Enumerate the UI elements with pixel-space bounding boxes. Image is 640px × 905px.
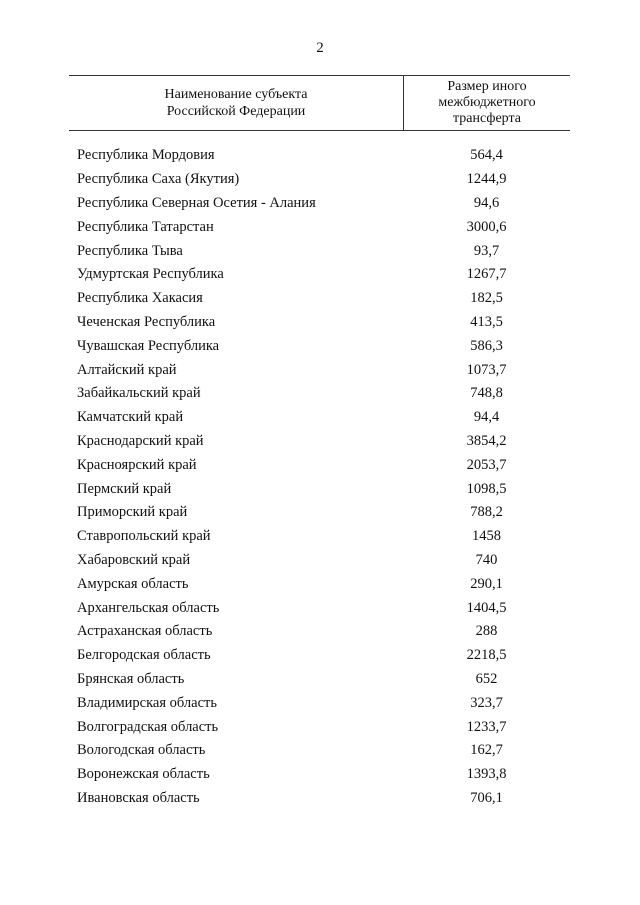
subject-name: Ивановская область — [77, 789, 200, 806]
subject-name: Ставропольский край — [77, 528, 211, 545]
table-row — [77, 239, 570, 263]
transfer-amount: 182,5 — [470, 290, 503, 307]
subject-name: Белгородская область — [77, 647, 211, 664]
table-row — [77, 739, 570, 763]
table-row — [77, 263, 570, 287]
transfer-amount: 3000,6 — [466, 218, 507, 235]
transfer-amount: 3854,2 — [466, 432, 507, 449]
transfer-amount: 706,1 — [470, 789, 503, 806]
table-row — [77, 477, 570, 501]
table-row — [77, 168, 570, 192]
page-number: 2 — [316, 40, 324, 56]
transfer-amount: 413,5 — [470, 313, 503, 330]
table-row — [77, 596, 570, 620]
column-header-transfer — [404, 76, 570, 130]
table-row — [77, 501, 570, 525]
subject-name: Волгоградская область — [77, 718, 219, 735]
table-row — [77, 311, 570, 335]
table-row — [77, 287, 570, 311]
column-header-subject-line2: Российской Федерации — [166, 104, 306, 119]
table-row — [77, 358, 570, 382]
subject-name: Республика Мордовия — [77, 147, 215, 164]
subject-name: Алтайский край — [77, 361, 177, 378]
subject-name: Удмуртская Республика — [77, 266, 224, 283]
transfer-amount: 788,2 — [470, 504, 503, 521]
subject-name: Хабаровский край — [77, 551, 191, 568]
transfer-amount: 1098,5 — [466, 480, 507, 497]
subject-name: Красноярский край — [77, 456, 197, 473]
column-header-transfer-line2: межбюджетного — [438, 95, 536, 110]
table-row — [77, 525, 570, 549]
subject-name: Камчатский край — [77, 409, 184, 426]
transfer-amount: 290,1 — [470, 575, 503, 592]
table-row — [77, 691, 570, 715]
table-row — [77, 572, 570, 596]
transfer-amount: 1233,7 — [466, 718, 507, 735]
transfer-amount: 1404,5 — [466, 599, 507, 616]
subject-name: Вологодская область — [77, 742, 206, 759]
table-row — [77, 144, 570, 168]
table-row — [77, 406, 570, 430]
transfer-amount: 94,6 — [473, 194, 500, 211]
table-row — [77, 787, 570, 811]
table-row — [77, 453, 570, 477]
table-row — [77, 549, 570, 573]
transfer-amount: 1458 — [472, 528, 501, 545]
subject-name: Чувашская Республика — [77, 337, 220, 354]
transfer-amount: 94,4 — [473, 409, 500, 426]
subject-name: Воронежская область — [77, 766, 210, 783]
transfer-amount: 288 — [475, 623, 498, 640]
subject-name: Забайкальский край — [77, 385, 201, 402]
subject-name: Республика Тыва — [77, 242, 183, 259]
transfer-amount: 162,7 — [470, 742, 503, 759]
transfer-amount: 93,7 — [473, 242, 500, 259]
transfer-amount: 586,3 — [470, 337, 503, 354]
table-header — [69, 75, 570, 131]
subject-name: Республика Северная Осетия - Алания — [77, 194, 316, 211]
table-row — [77, 715, 570, 739]
table-row — [77, 668, 570, 692]
subject-name: Архангельская область — [77, 599, 220, 616]
transfer-amount: 1267,7 — [466, 266, 507, 283]
table-row — [77, 763, 570, 787]
transfer-amount: 2053,7 — [466, 456, 507, 473]
table-row — [77, 334, 570, 358]
column-header-transfer-line3: трансферта — [453, 111, 521, 126]
subject-name: Астраханская область — [77, 623, 213, 640]
subject-name: Брянская область — [77, 670, 185, 687]
table-row — [77, 215, 570, 239]
subject-name: Республика Татарстан — [77, 218, 214, 235]
subject-name: Республика Саха (Якутия) — [77, 171, 240, 188]
transfer-amount: 564,4 — [470, 147, 503, 164]
table-row — [77, 620, 570, 644]
table-row — [77, 430, 570, 454]
table-row — [77, 382, 570, 406]
table-row — [77, 644, 570, 668]
transfer-amount: 740 — [475, 551, 498, 568]
transfer-amount: 652 — [475, 670, 498, 687]
subject-name: Пермский край — [77, 480, 172, 497]
transfer-amount: 1244,9 — [466, 171, 507, 188]
transfer-amount: 748,8 — [470, 385, 503, 402]
column-header-transfer-line1: Размер иного — [447, 79, 527, 94]
column-header-subject-line1: Наименование субъекта — [164, 87, 308, 102]
subject-name: Амурская область — [77, 575, 189, 592]
subject-name: Владимирская область — [77, 694, 217, 711]
subject-name: Приморский край — [77, 504, 188, 521]
transfer-amount: 1073,7 — [466, 361, 507, 378]
subject-name: Республика Хакасия — [77, 290, 203, 307]
subject-name: Чеченская Республика — [77, 313, 216, 330]
transfer-amount: 1393,8 — [466, 766, 507, 783]
subject-name: Краснодарский край — [77, 432, 204, 449]
transfer-amount: 2218,5 — [466, 647, 507, 664]
column-header-subject — [69, 76, 403, 130]
table-row — [77, 192, 570, 216]
table-body — [77, 144, 570, 810]
transfer-amount: 323,7 — [470, 694, 503, 711]
